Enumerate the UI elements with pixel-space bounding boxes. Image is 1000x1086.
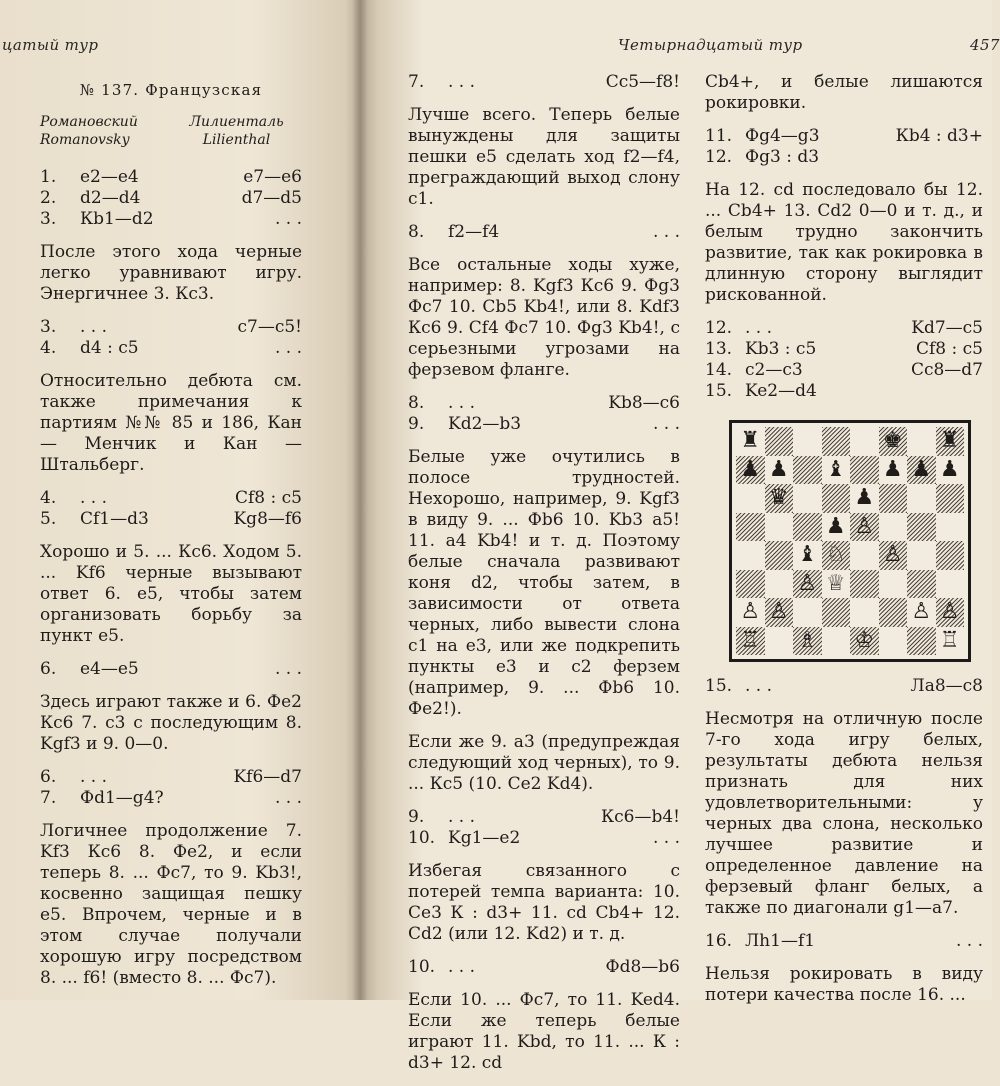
move-row — [40, 659, 302, 680]
white-pawn-icon: ♙ — [797, 570, 818, 596]
black-move: Kf6—d7 — [233, 767, 302, 787]
white-move: Фg3 : d3 — [745, 147, 820, 167]
move-number: 16. — [705, 931, 733, 951]
white-move: . . . — [448, 393, 476, 413]
annotation-paragraph: Если же 9. а3 (предупреждая следующий ход черных), то 9. ... Кс5 (10. Се2 Kd4). — [408, 732, 680, 794]
annotation-paragraph: Белые уже очутились в полосе трудностей. Нехорошо, например, 9. Kgf3 в виду 9. ... Фb6 10. Kb3 a5! 11. a4 Kb4! и т. д. Поэтому белые сначала развивают коня d2, чтобы затем, в зависимости от ответа черных, либо вывести слона с1 на е3, или же подкрепить пункты е3 и с2 ферзем (например, 9. ... Фb6 10. Фе2!). — [408, 447, 680, 719]
board-square — [850, 541, 879, 570]
board-square — [736, 541, 765, 570]
move-row — [408, 72, 680, 93]
board-square — [936, 627, 965, 656]
annotation-paragraph: Несмотря на отличную после 7-го хода игру белых, результаты дебюта нельзя признать для них удовлетворительными: у черных два слона, несколько лучшее развитие и определенное давление на ферзевый фланг белых, а также по диагонали g1—a7. — [705, 709, 983, 918]
white-rook-icon: ♖ — [939, 627, 960, 653]
black-pawn-icon: ♟ — [882, 456, 903, 482]
board-square — [936, 484, 965, 513]
black-move — [866, 381, 983, 402]
move-number: 8. — [408, 393, 425, 413]
move-number: 7. — [40, 788, 57, 808]
game-title: № 137. Французская — [79, 81, 263, 99]
move-number: 11. — [705, 126, 733, 146]
black-king-icon: ♚ — [882, 428, 903, 454]
board-square — [907, 513, 936, 542]
move-row — [408, 807, 680, 828]
white-move: . . . — [80, 317, 108, 337]
annotation-paragraph: Относительно дебюта см. также примечания к партиям №№ 85 и 186, Кан — Менчик и Кан — Штальберг. — [40, 371, 302, 475]
black-move: Ла8—с8 — [910, 676, 983, 696]
white-move: . . . — [80, 488, 108, 508]
board-square — [850, 570, 879, 599]
black-pawn-icon: ♟ — [768, 456, 789, 482]
move-number: 10. — [408, 828, 436, 848]
spacer — [40, 230, 302, 242]
black-queen-icon: ♛ — [768, 485, 789, 511]
black-player-ru: Лилиенталь — [189, 114, 284, 130]
move-row — [40, 167, 302, 188]
black-move: c7—c5! — [237, 317, 302, 337]
black-move: Cc8—d7 — [910, 360, 983, 380]
white-move: e4—e5 — [80, 659, 139, 679]
board-square — [736, 427, 765, 456]
move-row — [40, 788, 302, 809]
white-move: Kg1—e2 — [448, 828, 521, 848]
move-row — [40, 317, 302, 338]
black-move: Kd7—c5 — [911, 318, 983, 338]
black-rook-icon: ♜ — [939, 428, 960, 454]
right-column — [705, 72, 983, 1018]
annotation-paragraph: Все остальные ходы хуже, например: 8. Kgf3 Кс6 9. Фg3 Фс7 10. Cb5 Kb4!, или 8. Kdf3 Кс6 9. Cf4 Фс7 10. Фg3 Kb4!, с серьезными угрозами на ферзевом фланге. — [408, 255, 680, 380]
white-pawn-icon: ♙ — [768, 599, 789, 625]
annotation-paragraph: Если 10. ... Фс7, то 11. Ked4. Если же теперь белые играют 11. Kbd, то 11. ... К : d3+ 12. cd — [408, 990, 680, 1073]
players — [40, 113, 302, 149]
white-bishop-icon: ♗ — [797, 627, 818, 653]
board-square — [765, 627, 794, 656]
spacer — [705, 697, 983, 709]
move-row — [40, 767, 302, 788]
move-row — [705, 360, 983, 381]
board-square — [822, 570, 851, 599]
white-move: d2—d4 — [80, 188, 141, 208]
white-move: Kd2—b3 — [448, 414, 522, 434]
black-move: Кс6—b4! — [600, 807, 680, 827]
move-number: 12. — [705, 147, 733, 167]
move-number: 7. — [408, 72, 425, 92]
board-square — [879, 513, 908, 542]
black-move: Cc5—f8! — [605, 72, 680, 92]
black-move: Cf8 : c5 — [916, 339, 983, 359]
move-row — [40, 338, 302, 359]
move-number: 13. — [705, 339, 733, 359]
left-page — [0, 0, 360, 1000]
white-move: Лh1—f1 — [745, 931, 816, 951]
white-move: d4 : c5 — [80, 338, 139, 358]
spacer — [40, 359, 302, 371]
board-square — [822, 541, 851, 570]
board-square — [879, 570, 908, 599]
move-number: 4. — [40, 338, 57, 358]
white-move: Фg4—g3 — [745, 126, 820, 146]
move-row — [408, 957, 680, 978]
board-square — [907, 541, 936, 570]
move-row — [408, 828, 680, 849]
board-square — [765, 598, 794, 627]
board-square — [765, 427, 794, 456]
chess-diagram — [729, 420, 971, 662]
move-row — [705, 931, 983, 952]
black-move: . . . — [274, 338, 302, 358]
annotation-paragraph: Здесь играют также и 6. Фе2 Кс6 7. с3 с последующим 8. Kgf3 и 9. 0—0. — [40, 692, 302, 754]
white-queen-icon: ♕ — [825, 570, 846, 596]
move-number: 9. — [408, 807, 425, 827]
book-gutter — [352, 0, 368, 1000]
move-number: 9. — [408, 414, 425, 434]
spacer — [408, 435, 680, 447]
board-square — [879, 484, 908, 513]
annotation-paragraph: Хорошо и 5. ... Кс6. Ходом 5. ... Kf6 черные вызывают ответ 6. е5, чтобы затем организовать борьбу за пункт е5. — [40, 542, 302, 646]
board-square — [822, 427, 851, 456]
spacer — [40, 809, 302, 821]
annotation-paragraph: Cb4+, и белые лишаются рокировки. — [705, 72, 983, 113]
white-move: . . . — [745, 676, 773, 696]
spacer — [40, 680, 302, 692]
black-move: . . . — [274, 209, 302, 229]
white-move: c2—c3 — [745, 360, 803, 380]
board-square — [793, 570, 822, 599]
white-move: Cf1—d3 — [80, 509, 149, 529]
move-number: 15. — [705, 676, 733, 696]
board-square — [879, 456, 908, 485]
move-row — [705, 339, 983, 360]
board-square — [936, 541, 965, 570]
move-number: 4. — [40, 488, 57, 508]
spacer — [705, 952, 983, 964]
right-page — [360, 0, 1000, 1073]
move-row — [40, 209, 302, 230]
white-knight-icon: ♘ — [825, 542, 846, 568]
white-pawn-icon: ♙ — [740, 599, 761, 625]
black-move: Фd8—b6 — [605, 957, 680, 977]
board-square — [907, 627, 936, 656]
black-rook-icon: ♜ — [740, 428, 761, 454]
board-square — [850, 456, 879, 485]
white-move: Ke2—d4 — [745, 381, 817, 401]
board-square — [907, 456, 936, 485]
black-move: Cf8 : c5 — [235, 488, 302, 508]
board-square — [765, 513, 794, 542]
move-number: 1. — [40, 167, 57, 187]
board-square — [822, 456, 851, 485]
black-bishop-icon: ♝ — [797, 542, 818, 568]
chess-board — [736, 427, 964, 655]
move-number: 6. — [40, 659, 57, 679]
move-number: 3. — [40, 317, 57, 337]
annotation-paragraph: Избегая связанного с потерей темпа варианта: 10. Се3 К : d3+ 11. cd Cb4+ 12. Cd2 (или 12. Kd2) и т. д. — [408, 861, 680, 944]
spacer — [408, 849, 680, 861]
black-move: . . . — [955, 931, 983, 951]
black-move: . . . — [274, 659, 302, 679]
right-running-head: Четырнадцатый тур — [618, 36, 803, 54]
black-move: . . . — [652, 222, 680, 242]
board-square — [936, 598, 965, 627]
board-square — [907, 598, 936, 627]
board-square — [736, 570, 765, 599]
move-row — [40, 488, 302, 509]
board-square — [936, 456, 965, 485]
move-row — [408, 222, 680, 243]
black-pawn-icon: ♟ — [825, 513, 846, 539]
board-square — [907, 484, 936, 513]
annotation-paragraph: Лучше всего. Теперь белые вынуждены для защиты пешки е5 сделать ход f2—f4, преграждающий выход слону с1. — [408, 105, 680, 209]
black-player-lat: Lilienthal — [202, 132, 271, 148]
black-pawn-icon: ♟ — [939, 456, 960, 482]
move-row — [705, 381, 983, 402]
board-square — [793, 427, 822, 456]
spacer — [40, 530, 302, 542]
white-king-icon: ♔ — [854, 627, 875, 653]
move-row — [705, 676, 983, 697]
board-square — [822, 484, 851, 513]
black-move: Кb4 : d3+ — [895, 126, 983, 146]
spacer — [408, 243, 680, 255]
board-square — [765, 456, 794, 485]
black-pawn-icon: ♟ — [854, 485, 875, 511]
left-column — [40, 72, 302, 1001]
move-row — [408, 414, 680, 435]
white-move: . . . — [745, 318, 773, 338]
black-move: . . . — [652, 828, 680, 848]
white-pawn-icon: ♙ — [911, 599, 932, 625]
white-move: f2—f4 — [448, 222, 500, 242]
move-number: 12. — [705, 318, 733, 338]
annotation-paragraph: Нельзя рокировать в виду потери качества после 16. ... — [705, 964, 983, 1005]
move-row — [705, 318, 983, 339]
board-square — [793, 484, 822, 513]
board-square — [879, 427, 908, 456]
board-square — [879, 627, 908, 656]
black-bishop-icon: ♝ — [825, 456, 846, 482]
board-square — [793, 541, 822, 570]
board-square — [936, 427, 965, 456]
spacer — [705, 402, 983, 414]
move-number: 5. — [40, 509, 57, 529]
white-move: Кb1—d2 — [80, 209, 154, 229]
board-square — [879, 541, 908, 570]
board-square — [850, 513, 879, 542]
board-square — [850, 598, 879, 627]
white-move: Фd1—g4? — [80, 788, 164, 808]
black-move — [866, 147, 983, 168]
board-square — [736, 627, 765, 656]
white-move: . . . — [448, 957, 476, 977]
black-pawn-icon: ♟ — [911, 456, 932, 482]
white-pawn-icon: ♙ — [882, 542, 903, 568]
board-square — [793, 627, 822, 656]
board-square — [765, 541, 794, 570]
board-square — [736, 513, 765, 542]
board-square — [907, 427, 936, 456]
annotation-paragraph: После этого хода черные легко уравнивают игру. Энергичнее 3. Кс3. — [40, 242, 302, 304]
board-square — [822, 627, 851, 656]
black-move: . . . — [274, 788, 302, 808]
black-move: . . . — [652, 414, 680, 434]
white-move: . . . — [448, 807, 476, 827]
move-number: 3. — [40, 209, 57, 229]
move-number: 2. — [40, 188, 57, 208]
black-move: d7—d5 — [241, 188, 302, 208]
move-row — [705, 126, 983, 147]
spacer — [408, 978, 680, 990]
board-square — [822, 513, 851, 542]
white-rook-icon: ♖ — [740, 627, 761, 653]
white-move: e2—e4 — [80, 167, 139, 187]
board-square — [793, 456, 822, 485]
board-square — [736, 598, 765, 627]
spacer — [705, 168, 983, 180]
move-row — [705, 147, 983, 168]
white-player-ru: Романовский — [40, 114, 138, 130]
board-square — [736, 456, 765, 485]
board-square — [822, 598, 851, 627]
spacer — [408, 93, 680, 105]
black-move: e7—e6 — [243, 167, 302, 187]
board-square — [793, 513, 822, 542]
black-move: Kb8—c6 — [608, 393, 680, 413]
annotation-paragraph: На 12. cd последовало бы 12. ... Cb4+ 13. Cd2 0—0 и т. д., и белым трудно закончить развитие, так как рокировка в длинную сторону выглядит рискованной. — [705, 180, 983, 305]
move-number: 15. — [705, 381, 733, 401]
black-pawn-icon: ♟ — [740, 456, 761, 482]
board-square — [879, 598, 908, 627]
white-pawn-icon: ♙ — [939, 599, 960, 625]
left-running-head: цатый тур — [2, 36, 99, 54]
white-move: . . . — [80, 767, 108, 787]
white-player-lat: Romanovsky — [40, 132, 130, 148]
board-square — [936, 513, 965, 542]
board-square — [736, 484, 765, 513]
white-pawn-icon: ♙ — [854, 513, 875, 539]
move-row — [40, 188, 302, 209]
annotation-paragraph: Логичнее продолжение 7. Kf3 Кс6 8. Фе2, и если теперь 8. ... Фс7, то 9. Kb3!, косвенно защищая пешку е5. Впрочем, черные и в этом случае получали хорошую игру посредством 8. ... f6! (вместо 8. ... Фс7). — [40, 821, 302, 988]
board-square — [765, 484, 794, 513]
move-number: 8. — [408, 222, 425, 242]
move-row — [40, 509, 302, 530]
white-move: . . . — [448, 72, 476, 92]
board-square — [765, 570, 794, 599]
board-square — [907, 570, 936, 599]
middle-column — [408, 72, 680, 1086]
page-number: 457 — [970, 36, 1000, 54]
black-move: Kg8—f6 — [233, 509, 302, 529]
move-row — [408, 393, 680, 414]
move-number: 10. — [408, 957, 436, 977]
move-number: 14. — [705, 360, 733, 380]
board-square — [850, 427, 879, 456]
move-number: 6. — [40, 767, 57, 787]
white-move: Kb3 : c5 — [745, 339, 817, 359]
board-square — [850, 484, 879, 513]
board-square — [793, 598, 822, 627]
board-square — [850, 627, 879, 656]
board-square — [936, 570, 965, 599]
